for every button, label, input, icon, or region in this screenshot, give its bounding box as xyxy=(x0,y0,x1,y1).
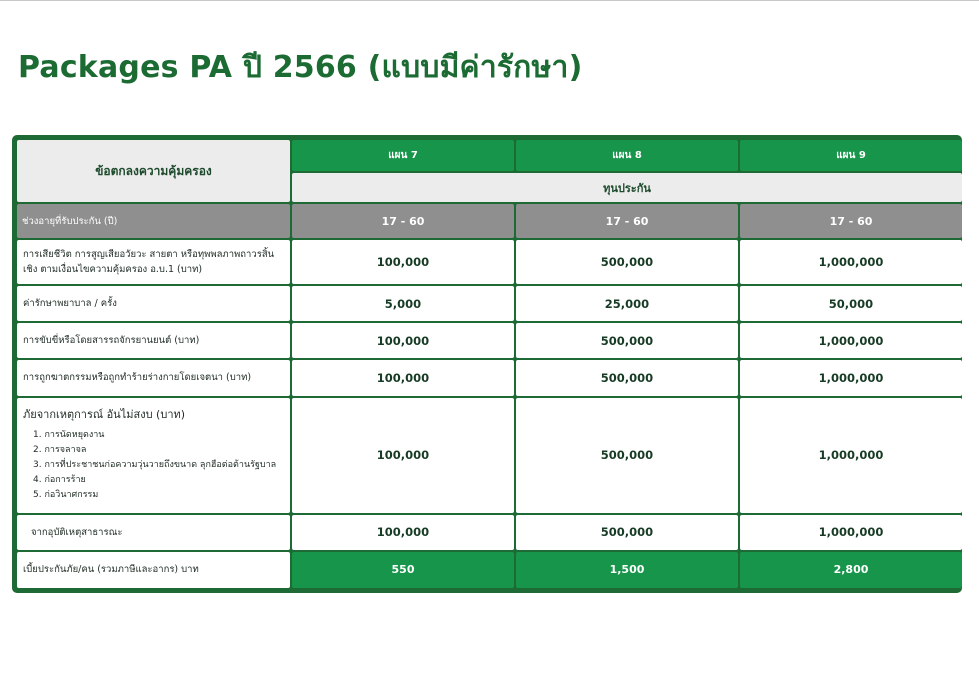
terrorism-list xyxy=(23,428,284,503)
plan-7-header: แผน 7 xyxy=(292,140,514,171)
top-divider xyxy=(0,0,979,1)
plan-9-header: แผน 9 xyxy=(740,140,962,171)
row-value: 1,000,000 xyxy=(740,515,962,550)
list-item: 1. การนัดหยุดงาน xyxy=(33,430,105,441)
row-value: 100,000 xyxy=(292,398,514,513)
row-label: ค่ารักษาพยาบาล / ครั้ง xyxy=(17,286,290,321)
list-item: 4. ก่อการร้าย xyxy=(33,475,86,486)
row-value: 100,000 xyxy=(292,360,514,395)
row-value: 1,000,000 xyxy=(740,398,962,513)
list-item: 3. การที่ประชาชนก่อความวุ่นวายถึงขนาด ลุกฮือต่อต้านรัฐบาล xyxy=(33,460,277,471)
list-item: 5. ก่อวินาศกรรม xyxy=(33,490,99,501)
terrorism-row xyxy=(17,398,962,513)
plan-8-header: แผน 8 xyxy=(516,140,738,171)
row-value: 100,000 xyxy=(292,240,514,284)
row-value: 500,000 xyxy=(516,323,738,358)
row-value: 100,000 xyxy=(292,515,514,550)
terrorism-label xyxy=(17,398,290,513)
premium-plan-9: 2,800 xyxy=(740,552,962,588)
table-row xyxy=(17,286,962,321)
terrorism-title: ภัยจากเหตุการณ์ อันไม่สงบ (บาท) xyxy=(23,408,186,422)
row-value: 1,000,000 xyxy=(740,360,962,395)
age-range-plan-8: 17 - 60 xyxy=(516,204,738,238)
premium-plan-7: 550 xyxy=(292,552,514,588)
row-value: 500,000 xyxy=(516,515,738,550)
row-value: 500,000 xyxy=(516,398,738,513)
row-label: การเสียชีวิต การสูญเสียอวัยวะ สายตา หรือทุพพลภาพถาวรสิ้นเชิง ตามเงื่อนไขความคุ้มครอง อ.บ.1 (บาท) xyxy=(17,240,290,284)
packages-table xyxy=(12,135,962,593)
premium-plan-8: 1,500 xyxy=(516,552,738,588)
row-value: 1,000,000 xyxy=(740,323,962,358)
table-row xyxy=(17,323,962,358)
public-accident-label: จากอุบัติเหตุสาธารณะ xyxy=(17,515,290,550)
premium-label: เบี้ยประกันภัย/คน (รวมภาษีและอากร) บาท xyxy=(17,552,290,588)
table-row xyxy=(17,515,962,550)
row-value: 500,000 xyxy=(516,360,738,395)
age-range-label: ช่วงอายุที่รับประกัน (ปี) xyxy=(17,204,290,238)
table-row xyxy=(17,240,962,284)
row-value: 500,000 xyxy=(516,240,738,284)
coverage-header: ข้อตกลงความคุ้มครอง xyxy=(17,140,290,202)
row-label: การขับขี่หรือโดยสารรถจักรยานยนต์ (บาท) xyxy=(17,323,290,358)
list-item: 2. การจลาจล xyxy=(33,445,87,456)
row-value: 25,000 xyxy=(516,286,738,321)
page-title: Packages PA ปี 2566 (แบบมีค่ารักษา) xyxy=(18,50,583,85)
row-value: 5,000 xyxy=(292,286,514,321)
row-value: 1,000,000 xyxy=(740,240,962,284)
row-value: 100,000 xyxy=(292,323,514,358)
premium-row xyxy=(17,552,962,588)
age-range-plan-9: 17 - 60 xyxy=(740,204,962,238)
row-label: การถูกฆาตกรรมหรือถูกทำร้ายร่างกายโดยเจตนา (บาท) xyxy=(17,360,290,395)
age-range-plan-7: 17 - 60 xyxy=(292,204,514,238)
row-value: 50,000 xyxy=(740,286,962,321)
table-row xyxy=(17,360,962,395)
sum-insured-header: ทุนประกัน xyxy=(292,173,962,202)
